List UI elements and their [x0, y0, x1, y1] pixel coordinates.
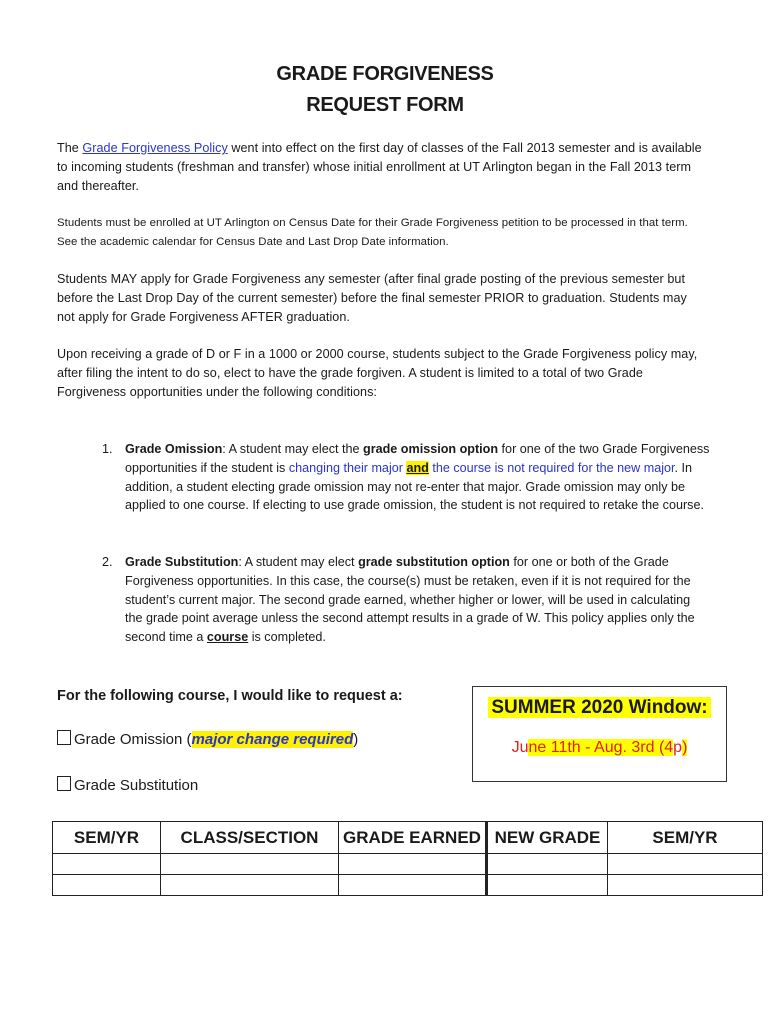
summer-window-title: SUMMER 2020 Window: [488, 697, 710, 718]
grade-forgiveness-policy-link[interactable]: Grade Forgiveness Policy [82, 141, 228, 155]
condition-text: : A student may elect [238, 555, 359, 569]
course-table [52, 821, 763, 896]
intro-text-end: went into effect on the first day of classes of the Fall 2013 semester and is available to incoming students (freshman and transfer) whose initial enrollment at UT Arlington began in the Fall 2013 term and thereafter. [57, 141, 702, 193]
table-cell[interactable] [608, 854, 763, 875]
table-cell[interactable] [339, 875, 487, 896]
header-grade-earned: GRADE EARNED [339, 822, 487, 854]
table-cell[interactable] [161, 875, 339, 896]
condition-highlight-text: the course is not required for the new major [428, 460, 675, 475]
summer-window-dates [473, 739, 726, 757]
grade-omission-close: ) [353, 731, 359, 748]
condition-term: Grade Omission [125, 442, 223, 456]
window-dates-part: p [673, 739, 683, 756]
may-apply-paragraph: Students MAY apply for Grade Forgiveness any semester (after final grade posting of the previous semester but before the Last Drop Day of the current semester) before the final semester PRIOR to graduation. Students may not apply for Grade Forgiveness AFTER graduation. [57, 272, 687, 324]
major-change-required-note: major change required [191, 731, 354, 748]
header-new-grade: NEW GRADE [487, 822, 608, 854]
grade-omission-checkbox[interactable] [57, 730, 71, 745]
condition-option: grade omission option [363, 442, 499, 456]
form-title-line2: REQUEST FORM [306, 94, 464, 116]
table-cell[interactable] [487, 854, 608, 875]
grade-substitution-option [57, 776, 198, 794]
window-dates-part: ) [682, 739, 688, 756]
condition-number: 2. [102, 555, 113, 569]
receiving-paragraph: Upon receiving a grade of D or F in a 1000 or 2000 course, students subject to the Grade Forgiveness policy may, after filing the intent to do so, elect to have the grade forgiven. A student is limited to a total of two Grade Forgiveness opportunities under the following conditions: [57, 347, 698, 399]
table-cell[interactable] [161, 854, 339, 875]
condition-text: . In addition, a student electing grade omission may not re-enter that major. Grade omission may only be applied to one course. If electing to use grade omission, the student is not required to retake the course. [125, 460, 704, 513]
condition-text: is completed. [248, 630, 326, 645]
window-dates-part: Ju [511, 739, 529, 756]
table-row [53, 854, 763, 875]
table-cell[interactable] [608, 875, 763, 896]
request-label: For the following course, I would like to request a: [57, 688, 403, 704]
grade-omission-label: Grade Omission ( [74, 731, 192, 748]
condition-text: : A student may elect the [222, 442, 364, 456]
condition-option: grade substitution option [358, 555, 510, 569]
condition-text: for one of the two Grade Forgiveness opportunities if the student is [125, 442, 710, 475]
condition-highlight-text: changing their major [288, 460, 403, 475]
intro-text-start: The [57, 141, 83, 155]
condition-text: for one or both of the Grade Forgiveness opportunities. In this case, the course(s) must be retaken, even if it is not required for the student’s current major. The second grade earned, whether higher or lower, will be used in calculating the grade point average unless the second attempt results in a grade of W. This policy applies only the second time a [125, 555, 695, 645]
table-header-row [53, 822, 763, 854]
header-sem-yr-2: SEM/YR [608, 822, 763, 854]
form-title-line1: GRADE FORGIVENESS [276, 63, 494, 85]
header-class-section: CLASS/SECTION [161, 822, 339, 854]
window-dates-part: ne 11th - Aug. 3rd (4 [528, 739, 674, 756]
table-cell[interactable] [53, 875, 161, 896]
table-cell[interactable] [339, 854, 487, 875]
header-sem-yr: SEM/YR [53, 822, 161, 854]
table-cell[interactable] [53, 854, 161, 875]
course-emphasis: course [206, 630, 249, 645]
table-row [53, 875, 763, 896]
condition-body [125, 553, 710, 647]
grade-omission-option [57, 730, 358, 748]
summer-window-box [472, 686, 727, 782]
and-emphasis: and [406, 460, 429, 475]
condition-number: 1. [102, 442, 113, 456]
condition-body [125, 440, 710, 515]
grade-substitution-label: Grade Substitution [74, 777, 199, 794]
intro-paragraph [57, 139, 707, 195]
grade-substitution-checkbox[interactable] [57, 776, 71, 791]
condition-term: Grade Substitution [125, 555, 239, 569]
census-paragraph: Students must be enrolled at UT Arlington on Census Date for their Grade Forgiveness petition to be processed in that term. See the academic calendar for Census Date and Last Drop Date information. [57, 217, 688, 248]
table-cell[interactable] [487, 875, 608, 896]
